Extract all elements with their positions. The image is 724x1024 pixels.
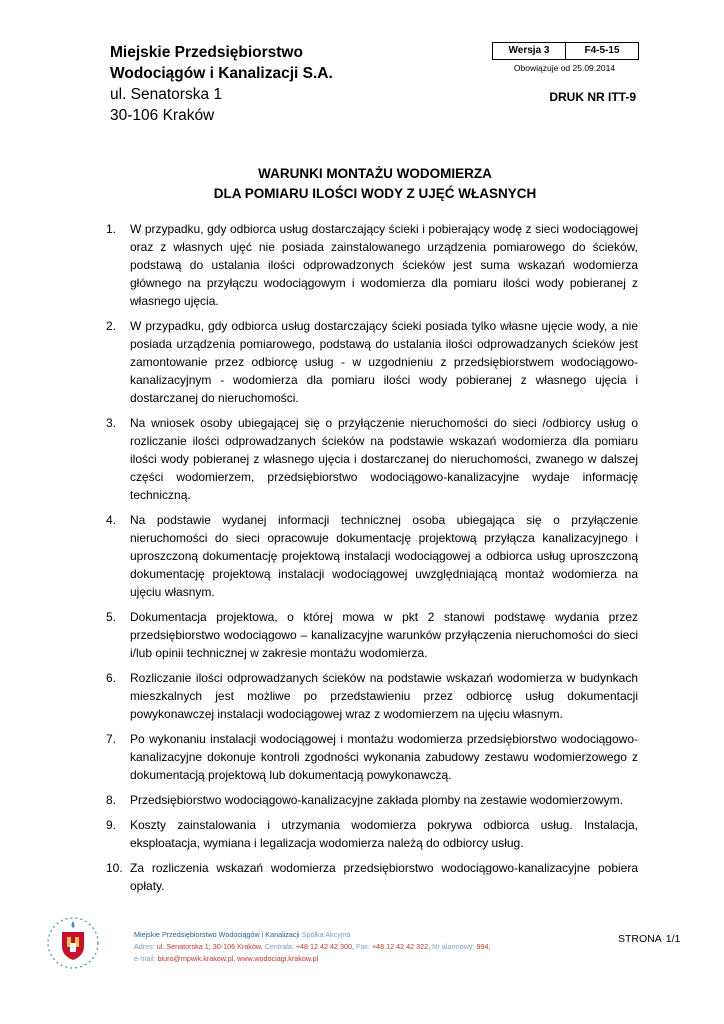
version-box xyxy=(492,42,639,60)
footer-address: ul. Senatorska 1; 30-106 Kraków, xyxy=(156,942,263,951)
item-text: W przypadku, gdy odbiorca usług dostarczający ścieki posiada tylko własne ujęcie wody, a nie posiada urządzenia pomiarowego, podstawą do ustalania ilości odprowadzanych ścieków jest zamontowanie przez odbiorcę usług - w uzgodnieniu z przedsiębiorstwem wodociągowo-kanalizacyjnym - wodomierza dla pomiaru ilości wody pobieranej z własnego ujęcia i dostarczanej do nieruchomości. xyxy=(130,319,638,405)
list-item xyxy=(106,220,638,310)
item-text: Na podstawie wydanej informacji technicznej osoba ubiegająca się o przyłączenie nieruchomości do sieci opracowuje dokumentację projektową przyłącza kanalizacyjnego i uproszczoną dokumentację projektową instalacji wodociągowej a odbiorca usług uproszczoną dokumentację projektową instalacji wodociągowej uwzględniającą montaż wodomierza na ujęciu własnym. xyxy=(130,513,638,599)
footer-company-type: Spółka Akcyjna xyxy=(301,930,351,939)
valid-from: Obowiązuje od 25.09.2014 xyxy=(513,63,616,73)
item-number: 2. xyxy=(106,319,117,333)
company-street: ul. Senatorska 1 xyxy=(110,86,223,103)
item-text: Za rozliczenia wskazań wodomierza przedsiębiorstwo wodociągowo-kanalizacyjne pobiera opłaty. xyxy=(130,861,638,893)
list-item xyxy=(106,317,638,407)
footer-email: biuro@mpwik.krakow.pl, www.wodociagi.krakow.pl xyxy=(157,954,319,963)
list-item xyxy=(106,859,638,895)
footer-email-label: e-mail: xyxy=(134,954,156,963)
company-city: 30-106 Kraków xyxy=(110,107,215,124)
page-label: STRONA xyxy=(618,933,662,945)
footer-central-label: Centrala: xyxy=(264,942,294,951)
list-item xyxy=(106,608,638,662)
list-item xyxy=(106,730,638,784)
item-text: Dokumentacja projektowa, o której mowa w pkt 2 stanowi podstawę wydania przez przedsiębiorstwo wodociągowo – kanalizacyjne warunków przyłączenia nieruchomości do sieci i/lub opinii technicznej w zakresie montażu wodomierza. xyxy=(130,610,638,660)
item-number: 9. xyxy=(106,818,117,832)
company-header xyxy=(110,42,333,126)
footer-fax-label: Fax: xyxy=(356,942,370,951)
list-item xyxy=(106,511,638,601)
version-label: Wersja 3 xyxy=(508,45,550,56)
item-text: W przypadku, gdy odbiorca usług dostarczający ścieki i pobierający wodę z sieci wodociągowej oraz z własnych ujęć nie posiada zainstalowanego urządzenia pomiarowego do ścieków, podstawą do ustalania ilości odprowadzonych ścieków jest suma wskazań wodomierza głównego na przyłączu wodociągowym i wodomierza dla pomiaru ilości wody pobieranej z własnego ujęcia. xyxy=(130,222,638,308)
conditions-list xyxy=(106,220,638,902)
footer-emergency-label: Nr alarmowy: xyxy=(432,942,475,951)
company-name-line2: Wodociągów i Kanalizacji S.A. xyxy=(110,65,333,82)
item-number: 3. xyxy=(106,416,117,430)
druk-number: DRUK NR ITT-9 xyxy=(549,90,636,104)
item-text: Koszty zainstalowania i utrzymania wodomierza pokrywa odbiorca usług. Instalacja, eksploatacja, wymiana i legalizacja wodomierza należą do odbiorcy usług. xyxy=(130,818,638,850)
document-title xyxy=(110,164,640,204)
list-item xyxy=(106,791,638,809)
item-number: 10. xyxy=(106,861,123,875)
footer-fax: +48 12 42 42 322, xyxy=(371,942,431,951)
footer-address-label: Adres: xyxy=(134,942,155,951)
mpwik-logo-icon xyxy=(45,915,101,971)
item-number: 5. xyxy=(106,610,117,624)
footer-company-name: Miejskie Przedsiębiorstwo Wodociągów i Kanalizacji xyxy=(134,930,300,939)
title-line2: DLA POMIARU ILOŚCI WODY Z UJĘĆ WŁASNYCH xyxy=(213,186,537,201)
item-text: Przedsiębiorstwo wodociągowo-kanalizacyjne zakłada plomby na zestawie wodomierzowym. xyxy=(130,793,623,807)
list-item xyxy=(106,816,638,852)
item-number: 7. xyxy=(106,732,117,746)
footer-central: +48 12 42 42 300, xyxy=(295,942,354,951)
item-number: 6. xyxy=(106,671,117,685)
company-name-line1: Miejskie Przedsiębiorstwo xyxy=(110,44,303,61)
item-text: Rozliczanie ilości odprowadzanych ścieków na podstawie wskazań wodomierza w budynkach mieszkalnych jest możliwe po przedstawieniu przez odbiorcę usług dokumentacji powykonawczej instalacji wodociągowej wraz z wodomierzem na ujęciu własnym. xyxy=(130,671,638,721)
list-item xyxy=(106,669,638,723)
item-number: 8. xyxy=(106,793,117,807)
item-number: 4. xyxy=(106,513,117,527)
footer-emergency: 994, xyxy=(476,942,491,951)
item-text: Na wniosek osoby ubiegającej się o przyłączenie nieruchomości do sieci /odbiorcy usług o rozliczanie ilości odprowadzanych ścieków na podstawie wskazań wodomierza dla pomiaru ilości wody pobieranej z własnego ujęcia i dostarczanej do nieruchomości, zwanego w dalszej części wodomierzem, przedsiębiorstwo wodociągowo-kanalizacyjne wydaje informację techniczną. xyxy=(130,416,638,502)
footer-info xyxy=(134,929,490,965)
item-text: Po wykonaniu instalacji wodociągowej i montażu wodomierza przedsiębiorstwo wodociągowo-kanalizacyjne dokonuje kontroli zgodności wykonania zabudowy zestawu wodomierzowego z dokumentacją projektową lub dokumentacją powykonawczą. xyxy=(130,732,638,782)
page-number xyxy=(618,933,680,945)
item-number: 1. xyxy=(106,222,117,236)
list-item xyxy=(106,414,638,504)
form-code: F4-5-15 xyxy=(565,43,638,59)
title-line1: WARUNKI MONTAŻU WODOMIERZA xyxy=(258,166,492,181)
page-value: 1/1 xyxy=(665,933,681,945)
